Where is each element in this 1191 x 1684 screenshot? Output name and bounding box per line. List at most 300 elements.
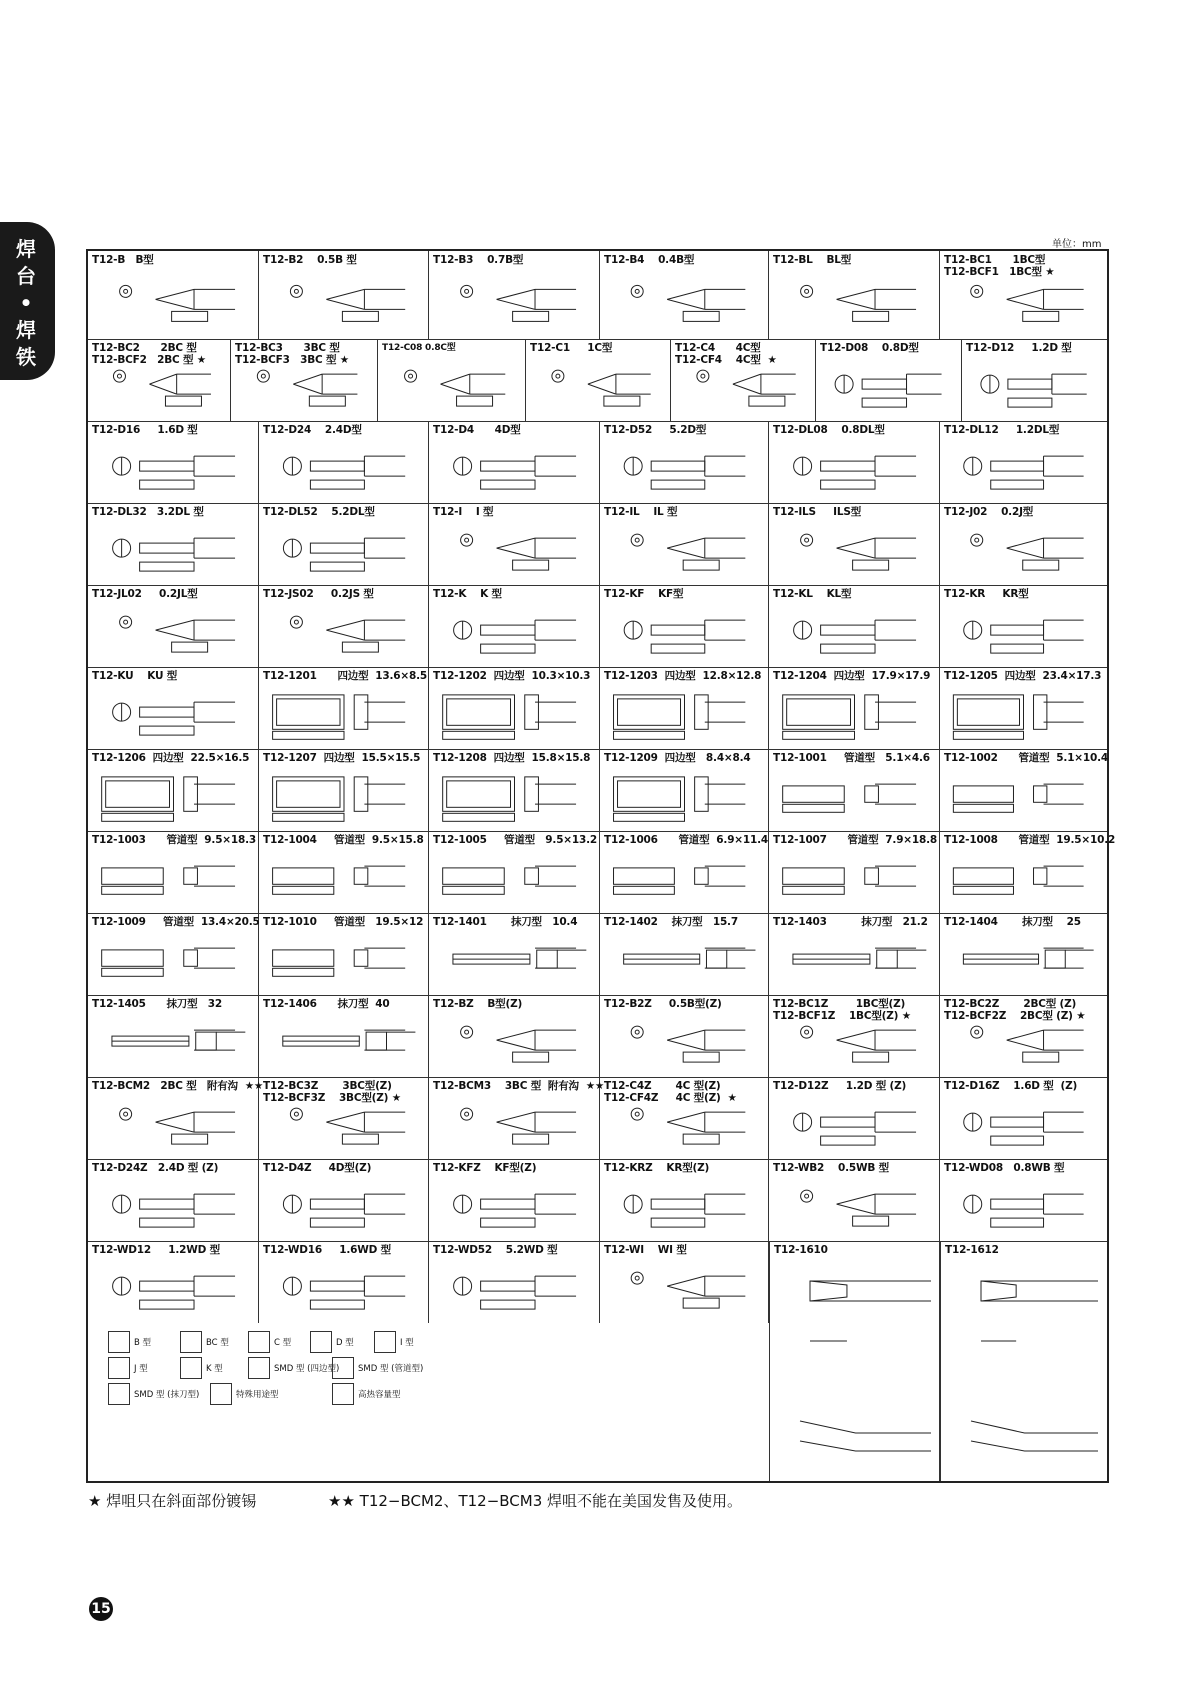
end-view-circle — [801, 285, 813, 297]
tip-model-label: T12-B3 0.7B型 — [433, 254, 524, 266]
tip-model-label: T12-D4Z 4D型(Z) — [263, 1162, 372, 1174]
end-view-rect — [273, 695, 344, 729]
tip-model-label: T12-1206 四边型 22.5×16.5 — [92, 752, 250, 764]
tip-diagram — [816, 339, 962, 421]
blade-body — [310, 461, 364, 471]
taper-line — [156, 1112, 194, 1122]
taper-line — [1007, 1040, 1044, 1050]
end-view-circle — [461, 1026, 473, 1038]
tip-diagram — [429, 421, 600, 503]
tip-drawing — [794, 1112, 916, 1145]
tip-diagram — [259, 503, 429, 585]
tip-drawing — [273, 695, 406, 739]
tip-drawing — [283, 1276, 405, 1309]
tip-diagram — [88, 995, 259, 1077]
taper-line — [326, 620, 364, 630]
end-view-dot — [294, 1112, 298, 1116]
tip-diagram — [769, 667, 940, 749]
catalog-row — [88, 995, 1107, 1078]
dimension-box — [821, 1136, 875, 1145]
end-view-dot — [805, 1194, 809, 1198]
end-view-rect — [953, 695, 1023, 729]
legend-swatch — [108, 1357, 130, 1379]
tip-cell — [429, 1241, 600, 1323]
dimension-box — [273, 731, 344, 739]
dimension-box — [273, 813, 344, 821]
tip-model-label: T12-BCM2 2BC 型 附有沟 ★★ — [92, 1080, 264, 1092]
tip-diagram — [940, 749, 1107, 831]
tip-model-label: T12-1404 抹刀型 25 — [944, 916, 1081, 928]
tip-diagram — [259, 251, 429, 339]
legend-swatch — [248, 1357, 270, 1379]
tip-cell — [769, 749, 940, 831]
blade-body — [991, 461, 1044, 471]
tip-model-label: T12-1005 管道型 9.5×13.2 — [433, 834, 598, 846]
tip-diagram — [769, 503, 940, 585]
side-view-rect — [184, 950, 198, 966]
tip-model-label: T12-1003 管道型 9.5×18.3 — [92, 834, 257, 846]
tip-cell — [88, 749, 259, 831]
tip-model-label-alt: T12-BCF3 3BC 型 ★ — [235, 354, 349, 366]
taper-line — [667, 1040, 705, 1050]
dimension-box — [862, 398, 906, 407]
end-view-rect — [102, 950, 164, 966]
dimension-box — [457, 396, 493, 406]
tip-diagram — [259, 1077, 429, 1159]
tip-diagram — [940, 831, 1107, 913]
catalog-row — [88, 913, 1107, 996]
tip-cell — [940, 251, 1107, 339]
end-view-circle — [290, 1108, 302, 1120]
legend-label: J 型 — [134, 1364, 148, 1374]
taper-line — [149, 374, 176, 384]
tip-model-label: T12-1402 抹刀型 15.7 — [604, 916, 738, 928]
tip-model-label: T12-WI WI 型 — [604, 1244, 687, 1256]
tip-cell — [600, 421, 769, 503]
end-view-dot — [701, 374, 705, 378]
tip-model-label: T12-KFZ KF型(Z) — [433, 1162, 537, 1174]
tip-diagram — [88, 1077, 259, 1159]
tip-model-label: T12-D12Z 1.2D 型 (Z) — [773, 1080, 907, 1092]
end-view-dot — [805, 538, 809, 542]
tip-drawing — [283, 456, 405, 489]
tip-diagram — [769, 749, 940, 831]
tip-diagram — [600, 913, 769, 995]
tip-model-label: T12-D08 0.8D型 — [820, 342, 919, 354]
tip-diagram — [940, 913, 1107, 995]
taper-line — [667, 538, 705, 548]
catalog-row — [88, 251, 1107, 340]
end-view-circle — [405, 370, 417, 382]
dimension-box — [273, 886, 334, 894]
tip-cell — [600, 667, 769, 749]
end-view-dot — [975, 289, 979, 293]
catalog-row — [88, 831, 1116, 914]
tip-model-label: T12-K K 型 — [433, 588, 502, 600]
tip-diagram — [88, 749, 259, 831]
end-view-dot — [556, 374, 560, 378]
tip-model-label: T12-C4 4C型 — [675, 342, 761, 354]
end-view-rect — [614, 695, 685, 729]
side-view-rect — [1034, 786, 1047, 802]
taper-line — [156, 620, 194, 630]
tip-diagram — [940, 421, 1107, 503]
end-view-rect — [953, 868, 1013, 884]
tip-diagram — [600, 995, 769, 1077]
blade-body — [991, 1117, 1044, 1127]
taper-line — [497, 1040, 535, 1050]
taper-line — [733, 384, 761, 394]
tip-model-label: T12-KF KF型 — [604, 588, 684, 600]
tip-diagram — [940, 503, 1107, 585]
tip-model-label: T12-B2Z 0.5B型(Z) — [604, 998, 722, 1010]
tip-cell — [940, 913, 1107, 995]
tip-cell — [88, 585, 259, 667]
taper-line — [149, 384, 176, 394]
tip-cell — [429, 1077, 605, 1159]
legend-label: 特殊用途型 — [236, 1390, 279, 1400]
end-view-inner — [106, 781, 170, 807]
tip-cell — [88, 831, 259, 913]
dimension-box — [991, 644, 1044, 653]
legend-swatch — [108, 1383, 130, 1405]
tip-cell — [600, 503, 769, 585]
end-view-inner — [957, 699, 1019, 725]
tip-cell — [259, 251, 429, 339]
tip-cell — [378, 339, 526, 421]
footnote-single-star: ★ 焊咀只在斜面部份镀锡 — [88, 1492, 257, 1510]
taper-line — [497, 299, 535, 309]
tip-model-label: T12-1010 管道型 19.5×12 — [263, 916, 424, 928]
tip-model-label: T12-B4 0.4B型 — [604, 254, 695, 266]
side-view-rect — [525, 868, 539, 884]
tip-model-label: T12-DL12 1.2DL型 — [944, 424, 1060, 436]
tip-diagram — [770, 1241, 941, 1481]
tip-drawing — [624, 948, 756, 968]
tip-diagram — [600, 251, 769, 339]
legend-label: SMD 型 (抹刀型) — [134, 1390, 200, 1400]
taper-line — [837, 1204, 875, 1214]
blade-body — [821, 461, 875, 471]
tip-drawing — [624, 1194, 745, 1227]
tip-cell — [429, 749, 600, 831]
tip-diagram — [769, 1159, 940, 1241]
tip-model-label: T12-WD16 1.6WD 型 — [263, 1244, 391, 1256]
taper-line — [667, 1030, 705, 1040]
tip-model-label: T12-1406 抹刀型 40 — [263, 998, 390, 1010]
dimension-box — [172, 1134, 208, 1144]
tip-diagram — [769, 913, 940, 995]
tip-drawing — [631, 534, 745, 570]
tip-diagram — [429, 749, 600, 831]
dimension-box — [1023, 560, 1059, 570]
tip-drawing — [835, 374, 941, 407]
tip-cell — [769, 1159, 940, 1241]
dimension-box — [853, 1216, 889, 1226]
legend-label: 高热容量型 — [358, 1390, 401, 1400]
tip-drawing — [102, 866, 235, 894]
taper-line — [588, 374, 616, 384]
end-view-dot — [635, 1276, 639, 1280]
end-view-rect — [614, 868, 675, 884]
end-view-rect — [102, 868, 164, 884]
tip-diagram — [671, 339, 816, 421]
end-view-circle — [801, 1026, 813, 1038]
tip-model-label: T12-D24 2.4D型 — [263, 424, 362, 436]
tip-diagram — [88, 1159, 259, 1241]
end-view-rect — [273, 868, 334, 884]
taper-line — [293, 374, 322, 384]
tip-diagram — [429, 1077, 600, 1159]
tip-profile — [810, 1281, 847, 1301]
blade-body — [991, 625, 1044, 635]
tip-drawing — [113, 1194, 235, 1227]
tip-diagram — [769, 995, 940, 1077]
tip-diagram — [231, 339, 378, 421]
end-view-circle — [971, 285, 983, 297]
tip-model-label: T12-KU KU 型 — [92, 670, 178, 682]
end-view-rect — [273, 777, 344, 811]
end-view-dot — [975, 1030, 979, 1034]
tip-drawing — [631, 1026, 745, 1062]
tip-model-label: T12-D24Z 2.4D 型 (Z) — [92, 1162, 219, 1174]
tip-drawing — [971, 1281, 1098, 1451]
tip-cell — [769, 995, 940, 1077]
tip-drawing — [614, 866, 746, 894]
tip-drawing — [273, 948, 406, 976]
dimension-box — [309, 396, 345, 406]
blade-body — [310, 543, 364, 553]
dimension-box — [651, 644, 705, 653]
tip-model-label: T12-BC1 1BC型 — [944, 254, 1046, 266]
end-view-inner — [447, 781, 511, 807]
tip-catalog-table — [86, 249, 1116, 1483]
tip-model-label: T12-1401 抹刀型 10.4 — [433, 916, 578, 928]
dimension-box — [443, 813, 515, 821]
tip-cell — [259, 421, 429, 503]
tip-drawing — [120, 1108, 235, 1144]
tip-drawing — [964, 1194, 1084, 1227]
legend-label: SMD 型 (四边型) — [274, 1364, 340, 1374]
tip-model-label: T12-1209 四边型 8.4×8.4 — [604, 752, 751, 764]
side-view-rect — [196, 1032, 217, 1050]
dimension-box — [310, 1218, 364, 1227]
tip-drawing — [273, 777, 406, 821]
tip-drawing — [290, 616, 405, 652]
tip-drawing — [801, 285, 916, 321]
taper-line — [667, 1122, 705, 1132]
legend-swatch — [108, 1331, 130, 1353]
tip-diagram — [88, 667, 259, 749]
tip-diagram — [429, 1241, 600, 1323]
legend-swatch — [248, 1331, 270, 1353]
tip-cell — [231, 339, 378, 421]
dimension-box — [481, 480, 535, 489]
tip-diagram — [429, 667, 600, 749]
end-view-circle — [631, 1272, 643, 1284]
tip-cell — [88, 251, 259, 339]
end-view-circle — [120, 285, 132, 297]
end-view-rect — [443, 695, 515, 729]
blade-body — [140, 543, 194, 553]
tip-drawing — [552, 370, 651, 406]
tip-drawing — [120, 616, 235, 652]
taper-line — [497, 538, 535, 548]
tip-diagram — [88, 1241, 259, 1323]
dimension-box — [683, 1052, 719, 1062]
side-view-rect — [537, 950, 558, 968]
tip-drawing — [273, 866, 406, 894]
dimension-box — [651, 1218, 705, 1227]
tip-diagram — [962, 339, 1107, 421]
dimension-box — [991, 1136, 1044, 1145]
dimension-box — [342, 311, 378, 321]
tip-diagram — [378, 339, 526, 421]
tip-model-label: T12-1002 管道型 5.1×10.4 — [944, 752, 1109, 764]
end-view-dot — [465, 1112, 469, 1116]
side-view-rect — [354, 950, 368, 966]
side-view-rect — [184, 777, 198, 811]
unit-label: 单位：mm — [1052, 239, 1102, 250]
taper-line — [497, 1112, 535, 1122]
tip-cell — [600, 1159, 769, 1241]
tip-diagram — [940, 1159, 1107, 1241]
end-view-dot — [117, 374, 121, 378]
dimension-box — [821, 644, 875, 653]
blade-body — [140, 707, 194, 717]
tip-diagram — [88, 585, 259, 667]
section-tab — [0, 222, 55, 380]
blade-body — [991, 1199, 1044, 1209]
catalog-row — [88, 667, 1107, 750]
shape-legend — [88, 1323, 769, 1481]
end-view-dot — [635, 1030, 639, 1034]
tip-diagram — [769, 1077, 940, 1159]
tip-cell — [940, 1159, 1107, 1241]
taper-line — [1007, 538, 1044, 548]
end-view-dot — [294, 620, 298, 624]
dimension-box — [1008, 398, 1052, 407]
taper-line — [326, 1112, 364, 1122]
end-view-circle — [631, 285, 643, 297]
tip-drawing — [800, 1281, 931, 1451]
tip-model-label: T12-1007 管道型 7.9×18.8 — [773, 834, 938, 846]
tip-diagram — [259, 1159, 429, 1241]
tip-diagram — [769, 831, 940, 913]
tip-drawing — [963, 948, 1093, 968]
tip-model-label: T12-BC1Z 1BC型(Z) — [773, 998, 906, 1010]
end-view-rect — [443, 868, 505, 884]
dimension-box — [991, 480, 1044, 489]
tip-cell — [600, 913, 769, 995]
tip-diagram — [600, 1159, 769, 1241]
tip-diagram — [941, 1241, 1108, 1481]
tip-drawing — [113, 702, 235, 735]
tip-drawing — [102, 777, 235, 821]
end-view-circle — [290, 616, 302, 628]
dimension-box — [443, 886, 505, 894]
tip-cell — [429, 1159, 600, 1241]
catalog-row — [88, 1077, 1107, 1160]
blade-body — [310, 1281, 364, 1291]
tip-diagram — [600, 831, 769, 913]
dimension-box — [140, 1218, 194, 1227]
tip-diagram — [259, 421, 429, 503]
legend-label: B 型 — [134, 1338, 152, 1348]
tip-drawing — [461, 1108, 576, 1144]
tip-cell — [769, 585, 940, 667]
tip-diagram — [940, 251, 1107, 339]
tip-model-label: T12-1008 管道型 19.5×10.2 — [944, 834, 1116, 846]
tip-diagram — [940, 995, 1107, 1077]
tip-cell — [671, 339, 816, 421]
tip-model-label: T12-IL IL 型 — [604, 506, 678, 518]
tip-cell — [600, 585, 769, 667]
end-view-circle — [631, 1026, 643, 1038]
tip-diagram — [600, 585, 769, 667]
tip-diagram — [259, 995, 429, 1077]
tip-drawing — [257, 370, 357, 406]
tip-model-label: T12-D52 5.2D型 — [604, 424, 707, 436]
footnote-double-star: ★★ T12−BCM2、T12−BCM3 焊咀不能在美国发售及使用。 — [328, 1492, 743, 1510]
dimension-box — [310, 562, 364, 571]
tip-drawing — [113, 1276, 235, 1309]
dimension-box — [749, 396, 785, 406]
taper-line — [497, 1030, 535, 1040]
side-view-rect — [184, 868, 198, 884]
tip-diagram — [600, 421, 769, 503]
end-view-dot — [635, 1112, 639, 1116]
end-view-rect — [783, 786, 845, 802]
taper-line — [837, 1040, 875, 1050]
tip-drawing — [964, 456, 1084, 489]
tip-cell — [88, 421, 259, 503]
dimension-box — [513, 1052, 549, 1062]
tip-model-label: T12-ILS ILS型 — [773, 506, 862, 518]
tip-drawing — [631, 285, 745, 321]
legend-label: I 型 — [400, 1338, 414, 1348]
tip-cell — [88, 667, 259, 749]
taper-line — [667, 1286, 705, 1296]
dimension-box — [953, 731, 1023, 739]
tip-drawing — [971, 285, 1084, 321]
tip-drawing — [624, 620, 745, 653]
dimension-box — [481, 644, 535, 653]
end-view-dot — [805, 289, 809, 293]
taper-line — [667, 1112, 705, 1122]
catalog-row — [88, 339, 1107, 422]
tip-diagram — [88, 831, 259, 913]
taper-line — [667, 548, 705, 558]
tip-drawing — [283, 1194, 405, 1227]
taper-line — [667, 299, 705, 309]
tip-cell — [940, 585, 1107, 667]
catalog-row — [88, 421, 1107, 504]
tip-drawing — [971, 1026, 1084, 1062]
end-view-circle — [971, 534, 983, 546]
end-view-circle — [552, 370, 564, 382]
side-view-rect — [354, 777, 368, 811]
tip-diagram — [769, 421, 940, 503]
end-view-dot — [635, 289, 639, 293]
dimension-box — [953, 804, 1013, 812]
page-number: 15 — [89, 1597, 113, 1621]
tip-cell — [88, 1159, 259, 1241]
tip-model-label: T12-1203 四边型 12.8×12.8 — [604, 670, 762, 682]
legend-label: D 型 — [336, 1338, 354, 1348]
tip-cell — [769, 503, 940, 585]
tip-diagram — [259, 831, 429, 913]
